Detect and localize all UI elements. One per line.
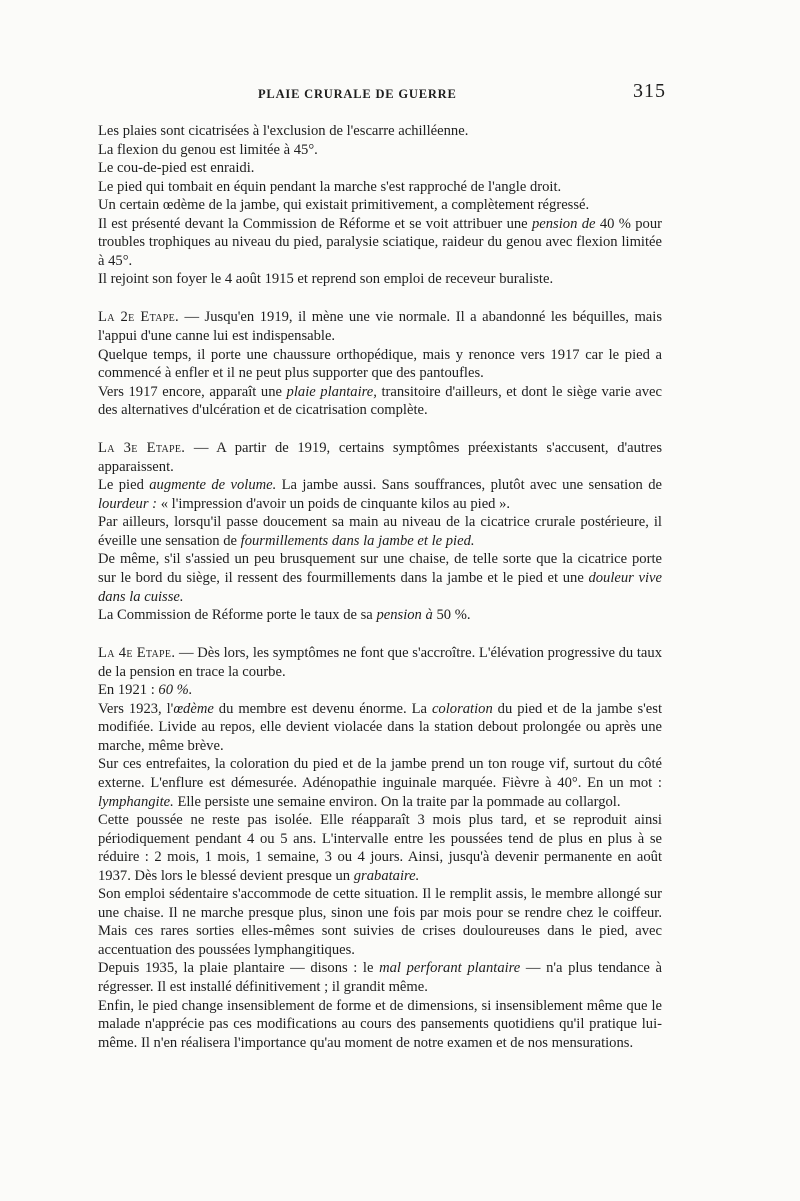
text-run: Il est présenté devant la Commission de Réforme et se voit attribuer une [98,215,532,232]
section [98,439,662,624]
paragraph [98,196,662,215]
paragraph [98,439,662,476]
text-run: De même, s'il s'assied un peu brusquement sur une chaise, de telle sorte que la cicatrice porte sur le bord du siège, il ressent des fourmillements dans la jambe et le pied et une [98,551,662,587]
section [98,644,662,1052]
italic-phrase: lymphangite. [98,793,174,810]
text-run: Par ailleurs, lorsqu'il passe doucement sa main au niveau de la cicatrice crurale postérieure, il éveille une sensation de [98,514,662,549]
text-run: du membre est devenu énorme. La [213,700,432,717]
text-run: Cette poussée ne reste pas isolée. Elle réapparaît 3 mois plus tard, et se reproduit ainsi périodiquement pendant 4 ou 5 ans. L'intervalle entre les poussées tend de plus en plus à se réduire : 2 mois, 1 mois, 1 semaine, 3 ou 4 jours. Ainsi, jusqu'à devenir permanente en août 1937. Dès lors le blessé devient presque un [98,812,662,884]
text-run: La jambe aussi. Sans souffrances, plutôt avec une sensation de [276,477,662,494]
paragraph [98,606,662,625]
text-run: Son emploi sédentaire s'accommode de cette situation. Il le remplit assis, le membre allongé sur une chaise. Il ne marche presque plus, sinon une fois par mois pour se rendre chez le coiffeur. Mais ces rares sorties elles-mêmes sont suivies de crises douloureuses dans le pied, avec accentuation des poussées lymphangitiques. [98,886,662,958]
stage-heading: La 4e Etape. [98,645,176,662]
italic-phrase: mal perforant plantaire [379,960,521,977]
text-run: Le pied qui tombait en équin pendant la marche s'est rapproché de l'angle droit. [98,178,562,195]
paragraph [98,476,662,513]
text-run: transitoire d'ailleurs, et dont le siège varie avec des alternatives d'ulcération et de cicatrisation complète. [98,383,662,419]
page-number: 315 [633,80,666,102]
italic-phrase: douleur vive dans la cuisse. [98,570,662,605]
italic-phrase: fourmillements dans la jambe et le pied. [240,532,475,549]
stage-heading: La 3e Etape. [98,440,186,457]
italic-phrase: œdème [173,700,214,717]
italic-phrase: 60 %. [158,682,193,699]
italic-phrase: grabataire. [353,867,420,884]
section [98,122,662,289]
paragraph [98,755,662,811]
text-run: Quelque temps, il porte une chaussure orthopédique, mais y renonce vers 1917 car le pied a commencé à enfler et il ne peut plus supporter que des pantoufles. [98,346,662,382]
text-run: Un certain œdème de la jambe, qui existait primitivement, a complètement régressé. [98,197,590,214]
paragraph [98,997,662,1053]
text-run: — Jusqu'en 1919, il mène une vie normale. Il a abandonné les béquilles, mais l'appui d'une canne lui est indispensable. [98,309,663,344]
paragraph [98,681,662,700]
italic-phrase: pension à [376,607,433,624]
paragraph [98,215,662,271]
text-run: 50 %. [432,607,471,624]
text-run: Le pied [98,477,150,494]
text-run: — Dès lors, les symptômes ne font que s'accroître. L'élévation progressive du taux de la pension en trace la courbe. [98,645,662,680]
text-run: En 1921 : [98,682,159,699]
text-run: 40 % pour troubles trophiques au niveau du pied, paralysie sciatique, raideur du genou avec flexion limitée à 45°. [98,215,662,269]
paragraph [98,308,662,345]
body-text [98,122,662,1052]
italic-phrase: plaie plantaire, [286,383,377,400]
italic-phrase: pension de [531,215,596,232]
text-run: Il rejoint son foyer le 4 août 1915 et reprend son emploi de receveur buraliste. [98,271,554,288]
paragraph [98,550,662,606]
section [98,308,662,419]
running-title: PLAIE CRURALE DE GUERRE [258,87,457,101]
paragraph [98,122,662,141]
paragraph [98,644,662,681]
text-run: Vers 1923, l' [98,700,174,717]
paragraph [98,700,662,756]
paragraph [98,141,662,160]
paragraph [98,513,662,550]
italic-phrase: augmente de volume. [149,477,277,494]
text-run: Vers 1917 encore, apparaît une [98,383,287,400]
stage-heading: La 2e Etape. [98,309,179,326]
italic-phrase: coloration [431,700,493,717]
text-run: Les plaies sont cicatrisées à l'exclusion de l'escarre achilléenne. [98,123,469,139]
text-run: « l'impression d'avoir un poids de cinquante kilos au pied ». [157,495,511,512]
text-run: Depuis 1935, la plaie plantaire — disons : le [98,960,380,977]
text-run: La flexion du genou est limitée à 45°. [98,141,318,158]
paragraph [98,383,662,420]
text-run: Elle persiste une semaine environ. On la traite par la pommade au collargol. [173,793,621,810]
text-run: du pied et de la jambe s'est modifiée. Livide au repos, elle devient violacée dans la station debout prolongée ou après une marche, même brève. [98,700,662,754]
text-run: — n'a plus tendance à régresser. Il est installé définitivement ; il grandit même. [98,960,662,996]
text-run: Enfin, le pied change insensiblement de forme et de dimensions, si insensiblement même que le malade n'apprécie pas ces modifications au cours des pansements quotidiens qu'il pratique lui-même. Il n'en réalisera l'importance qu'au moment de notre examen et de nos mensurations. [98,997,662,1051]
text-run: La Commission de Réforme porte le taux de sa [98,607,377,624]
paragraph [98,346,662,383]
paragraph [98,885,662,959]
text-run: Sur ces entrefaites, la coloration du pied et de la jambe prend un ton rouge vif, surtout du côté externe. L'enflure est démesurée. Adénopathie inguinale marquée. Fièvre à 40°. En un mot : [98,756,662,791]
paragraph [98,811,662,885]
paragraph [98,178,662,197]
text-run: Le cou-de-pied est enraidi. [98,160,255,177]
paragraph [98,270,662,289]
paragraph [98,959,662,996]
italic-phrase: lourdeur : [98,495,158,512]
paragraph [98,159,662,178]
text-run: — A partir de 1919, certains symptômes préexistants s'accusent, d'autres apparaissent. [98,440,662,475]
